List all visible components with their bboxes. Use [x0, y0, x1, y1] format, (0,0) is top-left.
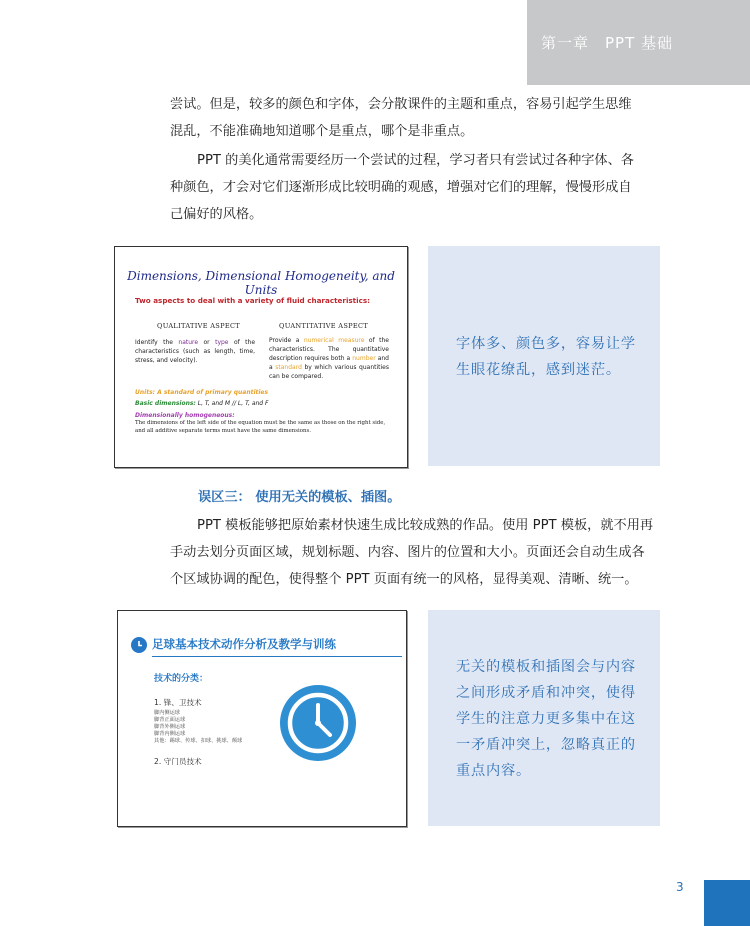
- slide-title: 足球基本技术动作分析及教学与训练: [152, 637, 336, 651]
- quantitative-text: Provide a numerical measure of the characteristics. The quantitative description requires both a number and a standard by which various quantities can be compared.: [269, 337, 389, 380]
- category-heading: 技术的分类：: [154, 674, 209, 684]
- title-bullet-icon: [131, 637, 147, 653]
- slide-title: Dimensions, Dimensional Homogeneity, and Units: [127, 269, 395, 297]
- callout-box-1: [428, 246, 660, 466]
- slide-dimensions: [114, 246, 408, 468]
- callout-text: 无关的模板和插图会与内容 之间形成矛盾和冲突，使得 学生的注意力更多集中在这 一矛盾冲突上，忽略真正的 重点内容。: [456, 659, 636, 779]
- homogeneous-text: The dimensions of the left side of the equation must be the same as those on the right side, and all additive separate terms must have the same dimensions.: [135, 420, 386, 434]
- paragraph-3: [170, 512, 660, 593]
- clock-icon: [278, 683, 358, 763]
- paragraph-line: 混乱，不能准确地知道哪个是重点，哪个是非重点。: [170, 124, 474, 139]
- paragraph-line: 尝试。但是，较多的颜色和字体，会分散课件的主题和重点，容易引起学生思维: [170, 97, 632, 112]
- qualitative-text: Identify the nature or type of the characteristics (such as length, time, stress, and velocity).: [135, 339, 256, 364]
- callout-text: 字体多、颜色多，容易让学 生眼花缭乱，感到迷茫。: [456, 336, 636, 378]
- page-corner-bar: [704, 880, 750, 926]
- list-item: 2. 守门员技术: [154, 757, 202, 766]
- quantitative-heading: QUANTITATIVE ASPECT: [279, 322, 369, 330]
- list-item: 1. 锋、卫技术: [154, 698, 202, 707]
- title-underline: [152, 656, 402, 657]
- units-line: Units: A standard of primary quantities: [135, 389, 269, 396]
- chapter-header: [527, 0, 750, 85]
- chapter-title: 第一章 PPT 基础: [541, 34, 674, 52]
- paragraph-line: 己偏好的风格。: [170, 207, 263, 222]
- homogeneous-label: Dimensionally homogeneous:: [135, 412, 235, 419]
- page-number: 3: [676, 880, 684, 894]
- slide-subtitle: Two aspects to deal with a variety of fluid characteristics:: [135, 296, 370, 305]
- slide-football: [117, 610, 407, 827]
- paragraph-line: PPT 模板能够把原始素材快速生成比较成熟的作品。使用 PPT 模板，就不用再: [197, 518, 654, 533]
- paragraph-line: 个区域协调的配色，使得整个 PPT 页面有统一的风格，显得美观、清晰、统一。: [170, 572, 638, 587]
- paragraph-2: [170, 147, 660, 228]
- paragraph-line: 种颜色，才会对它们逐渐形成比较明确的观感，增强对它们的理解，慢慢形成自: [170, 180, 632, 195]
- qualitative-heading: QUALITATIVE ASPECT: [157, 322, 240, 330]
- sub-list: 脚内侧运球 脚背正面运球 脚背外侧运球 脚背内侧运球 其他：踢球、传球、扣球、挑球、颠球: [154, 710, 243, 744]
- basic-dimensions-line: Basic dimensions: L, T, and M // L, T, and F: [135, 400, 269, 407]
- paragraph-1: [170, 91, 660, 145]
- section-heading: 误区三： 使用无关的模板、插图。: [198, 490, 401, 505]
- paragraph-line: 手动去划分页面区域，规划标题、内容、图片的位置和大小。页面还会自动生成各: [170, 545, 645, 560]
- callout-box-2: [428, 610, 660, 826]
- paragraph-line: PPT 的美化通常需要经历一个尝试的过程，学习者只有尝试过各种字体、各: [197, 153, 634, 168]
